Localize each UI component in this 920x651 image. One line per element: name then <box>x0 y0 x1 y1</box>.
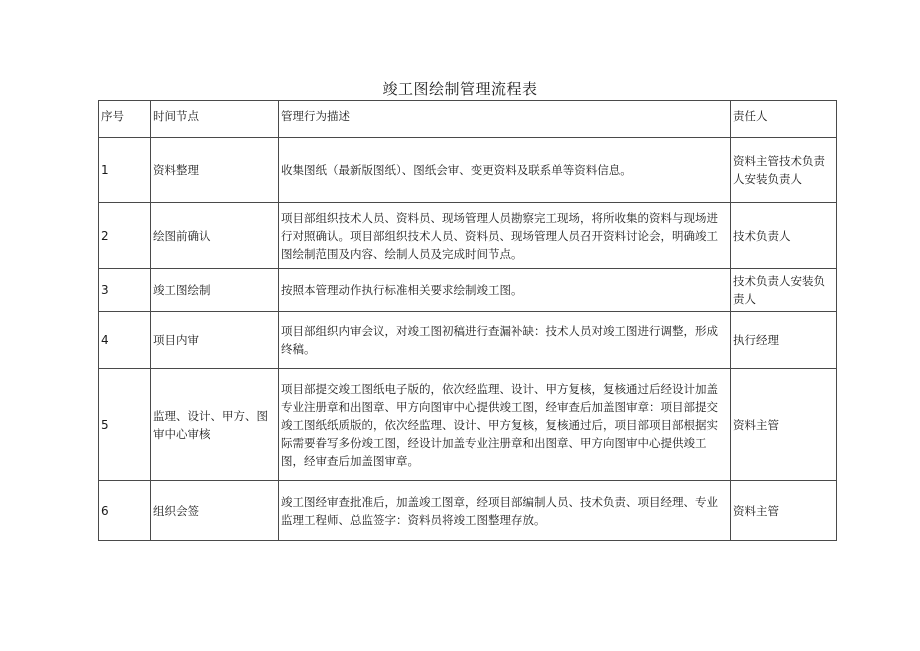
table-row <box>99 138 837 203</box>
page-title: 竣工图绘制管理流程表 <box>382 80 538 98</box>
row-seq: 1 <box>99 138 151 203</box>
header-description: 管理行为描述 <box>279 101 731 138</box>
row-seq: 5 <box>99 369 151 481</box>
row-owner: 技术负责人安装负责人 <box>731 269 837 312</box>
row-time-node: 资料整理 <box>151 138 279 203</box>
row-description: 按照本管理动作执行标准相关要求绘制竣工图。 <box>279 269 731 312</box>
table-header-row <box>99 101 837 138</box>
table-row <box>99 312 837 369</box>
management-flow-table <box>98 100 837 541</box>
row-time-node: 组织会签 <box>151 481 279 541</box>
table-row <box>99 369 837 481</box>
table-row <box>99 269 837 312</box>
row-time-node: 监理、设计、甲方、图审中心审核 <box>151 369 279 481</box>
header-owner: 责任人 <box>731 101 837 138</box>
row-seq: 4 <box>99 312 151 369</box>
header-seq: 序号 <box>99 101 151 138</box>
row-time-node: 竣工图绘制 <box>151 269 279 312</box>
row-seq: 6 <box>99 481 151 541</box>
row-description: 收集图纸（最新版图纸）、图纸会审、变更资料及联系单等资料信息。 <box>279 138 731 203</box>
table-row <box>99 203 837 269</box>
row-description: 项目部组织内审会议，对竣工图初稿进行查漏补缺：技术人员对竣工图进行调整，形成终稿。 <box>279 312 731 369</box>
row-time-node: 项目内审 <box>151 312 279 369</box>
row-seq: 2 <box>99 203 151 269</box>
row-description: 项目部组织技术人员、资料员、现场管理人员勘察完工现场，将所收集的资料与现场进行对照确认。项目部组织技术人员、资料员、现场管理人员召开资料讨论会，明确竣工图绘制范围及内容、绘制人员及完成时间节点。 <box>279 203 731 269</box>
row-seq: 3 <box>99 269 151 312</box>
row-owner: 资料主管 <box>731 369 837 481</box>
row-owner: 技术负责人 <box>731 203 837 269</box>
row-description: 竣工图经审查批准后，加盖竣工图章，经项目部编制人员、技术负责、项目经理、专业监理工程师、总监签字：资料员将竣工图整理存放。 <box>279 481 731 541</box>
row-description: 项目部提交竣工图纸电子版的，依次经监理、设计、甲方复核，复核通过后经设计加盖专业注册章和出图章、甲方向图审中心提供竣工图，经审查后加盖图审章：项目部提交竣工图纸纸质版的，依次经监理、设计、甲方复核，复核通过后，项目部项目部根据实际需要眷写多份竣工图，经设计加盖专业注册章和出图章、甲方向图审中心提供竣工图，经审查后加盖图审章。 <box>279 369 731 481</box>
header-time-node: 时间节点 <box>151 101 279 138</box>
row-owner: 资料主管 <box>731 481 837 541</box>
row-owner: 执行经理 <box>731 312 837 369</box>
table-row <box>99 481 837 541</box>
row-time-node: 绘图前确认 <box>151 203 279 269</box>
row-owner: 资料主管技术负责人安装负责人 <box>731 138 837 203</box>
